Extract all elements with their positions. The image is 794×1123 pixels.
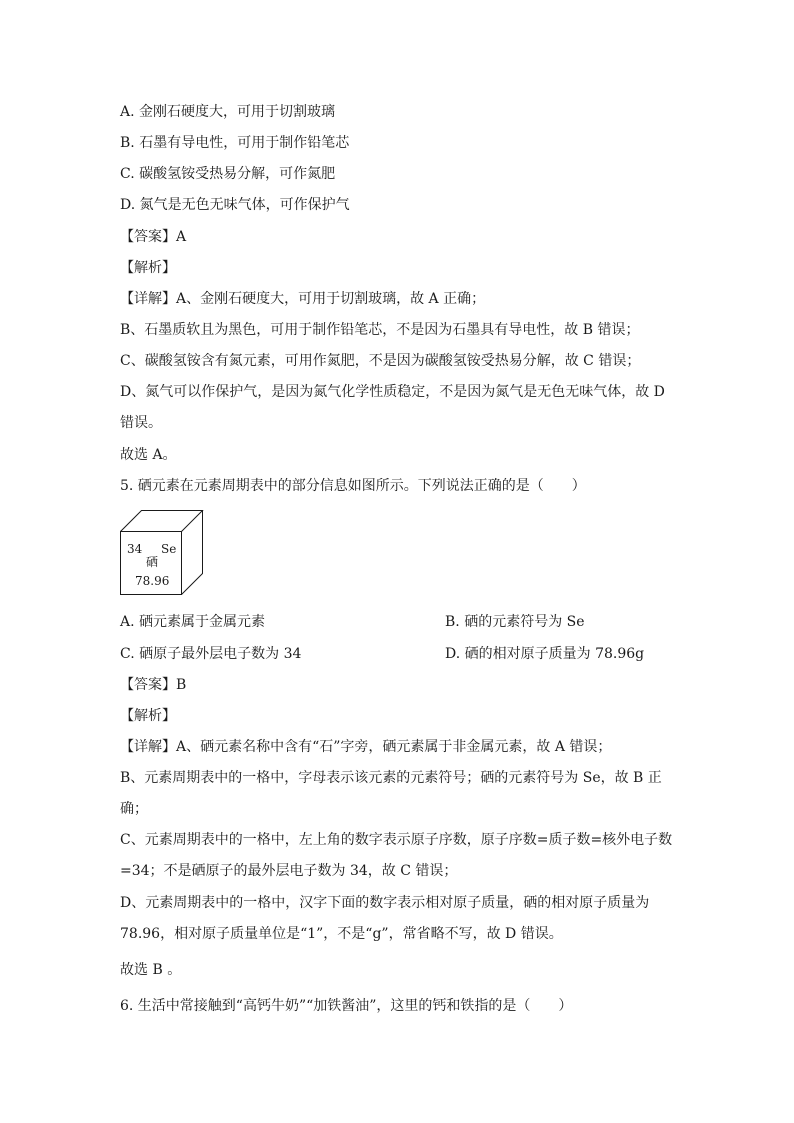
q5-option-a: A. 硒元素属于金属元素 [120,614,266,630]
element-symbol: Se [161,542,177,556]
periodic-table-cell-figure [120,510,204,596]
q4-explanation-line: B、石墨质软且为黑色，可用于制作铅笔芯，不是因为石墨具有导电性，故 B 错误； [120,322,640,338]
element-name: 硒 [146,555,159,569]
q4-conclusion: 故选 A。 [120,447,177,463]
q5-option-c: C. 硒原子最外层电子数为 34 [120,646,302,662]
q6-stem: 6. 生活中常接触到“高钙牛奶”“加铁酱油”，这里的钙和铁指的是（ ） [120,998,573,1014]
atomic-number: 34 [127,542,143,556]
q5-option-b: B. 硒的元素符号为 Se [445,614,585,630]
atomic-mass: 78.96 [135,574,170,588]
q5-explanation-line: =34；不是硒原子的最外层电子数为 34，故 C 错误； [120,863,458,879]
q4-option-a: A. 金刚石硬度大，可用于切割玻璃 [120,104,336,120]
q4-answer: 【答案】A [120,229,187,245]
q5-explanation-line: D、元素周期表中的一格中，汉字下面的数字表示相对原子质量，硒的相对原子质量为 [120,895,650,911]
q4-option-d: D. 氮气是无色无味气体，可作保护气 [120,197,350,213]
q5-analysis-heading: 【解析】 [120,708,176,724]
q5-explanation-line: C、元素周期表中的一格中，左上角的数字表示原子序数，原子序数=质子数=核外电子数 [120,832,673,848]
q4-explanation-line: D、氮气可以作保护气，是因为氮气化学性质稳定，不是因为氮气是无色无味气体，故 D [120,384,665,400]
q4-option-b: B. 石墨有导电性，可用于制作铅笔芯 [120,135,350,151]
q5-explanation-line: 【详解】A、硒元素名称中含有“石”字旁，硒元素属于非金属元素，故 A 错误； [120,739,612,755]
q5-option-d: D. 硒的相对原子质量为 78.96g [445,646,645,662]
q4-explanation-line: 错误。 [120,415,162,431]
q5-explanation-line: B、元素周期表中的一格中，字母表示该元素的元素符号；硒的元素符号为 Se，故 B 正 [120,770,662,786]
q5-answer: 【答案】B [120,677,187,693]
q4-explanation-line: C、碳酸氢铵含有氮元素，可用作氮肥，不是因为碳酸氢铵受热易分解，故 C 错误； [120,353,641,369]
q4-analysis-heading: 【解析】 [120,260,176,276]
q5-explanation-line: 确； [120,801,148,817]
q4-option-c: C. 碳酸氢铵受热易分解，可作氮肥 [120,166,336,182]
q5-explanation-line: 78.96，相对原子质量单位是“1”，不是“g”，常省略不写，故 D 错误。 [120,926,563,942]
q5-stem: 5. 硒元素在元素周期表中的部分信息如图所示。下列说法正确的是（ ） [120,478,586,494]
q5-conclusion: 故选 B 。 [120,962,182,978]
q4-explanation-line: 【详解】A、金刚石硬度大，可用于切割玻璃，故 A 正确； [120,291,486,307]
